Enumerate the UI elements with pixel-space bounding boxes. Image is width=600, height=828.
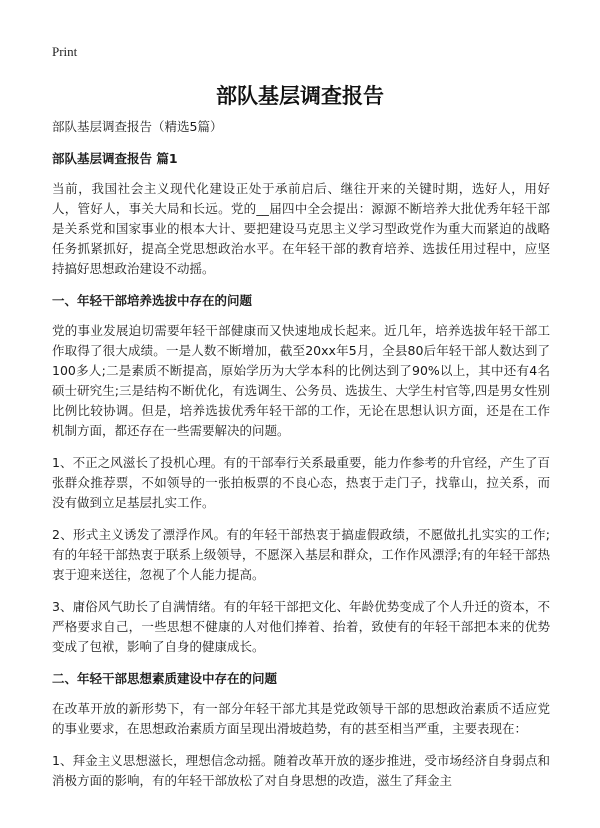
article-heading: 部队基层调查报告 篇1 xyxy=(52,151,178,166)
paragraph: 2、形式主义诱发了漂浮作风。有的年轻干部热衷于搞虚假政绩，不愿做扎扎实实的工作;有的年轻干部热衷于联系上级领导，不愿深入基层和群众，工作作风漂浮;有的年轻干部热衷于迎来送往，忽视了个人能力提高。 xyxy=(52,527,550,582)
paragraph: 1、拜金主义思想滋长，理想信念动摇。随着改革开放的逐步推进，受市场经济自身弱点和消极方面的影响，有的年轻干部放松了对自身思想的改造，滋生了拜金主 xyxy=(52,753,550,788)
section-heading: 一、年轻干部培养选拔中存在的问题 xyxy=(52,293,253,308)
subtitle: 部队基层调查报告（精选5篇） xyxy=(52,119,223,134)
print-link[interactable]: Print xyxy=(52,44,78,59)
paragraph: 在改革开放的新形势下，有一部分年轻干部尤其是党政领导干部的思想政治素质不适应党的事业要求，在思想政治素质方面呈现出滑坡趋势，有的甚至相当严重，主要表现在： xyxy=(52,701,550,736)
paragraph: 当前，我国社会主义现代化建设正处于承前启后、继往开来的关键时期，选好人，用好人，管好人，事关大局和长远。党的__届四中全会提出：源源不断培养大批优秀年轻干部是关系党和国家事业的根本大计、要把建设马克思主义学习型政党作为重大而紧迫的战略任务抓紧抓好，提高全党思想政治水平。在年轻干部的教育培养、选拔任用过程中，应坚持搞好思想政治建设不动摇。 xyxy=(52,181,550,276)
page-title: 部队基层调查报告 xyxy=(216,84,384,108)
section-heading: 二、年轻干部思想素质建设中存在的问题 xyxy=(52,671,278,686)
paragraph: 1、不正之风滋长了投机心理。有的干部奉行关系最重要，能力作参考的升官经，产生了百张群众推荐票，不如领导的一张拍板票的不良心态，热衷于走门子，找靠山，拉关系，而没有做到立足基层扎实工作。 xyxy=(52,455,550,510)
document-body xyxy=(52,117,550,803)
paragraph: 3、庸俗风气助长了自满情绪。有的年轻干部把文化、年龄优势变成了个人升迁的资本，不严格要求自己，一些思想不健康的人对他们捧着、抬着，致使有的年轻干部把本来的优势变成了包袱，影响了自身的健康成长。 xyxy=(52,599,550,654)
paragraph: 党的事业发展迫切需要年轻干部健康而又快速地成长起来。近几年，培养选拔年轻干部工作取得了很大成绩。一是人数不断增加，截至20xx年5月，全县80后年轻干部人数达到了100多人;二是素质不断提高，原始学历为大学本科的比例达到了90%以上，其中还有4名硕士研究生;三是结构不断优化，有选调生、公务员、选拔生、大学生村官等,四是男女性别比例比较协调。但是，培养选拔优秀年轻干部的工作，无论在思想认识方面，还是在工作机制方面，都还存在一些需要解决的问题。 xyxy=(52,323,550,438)
